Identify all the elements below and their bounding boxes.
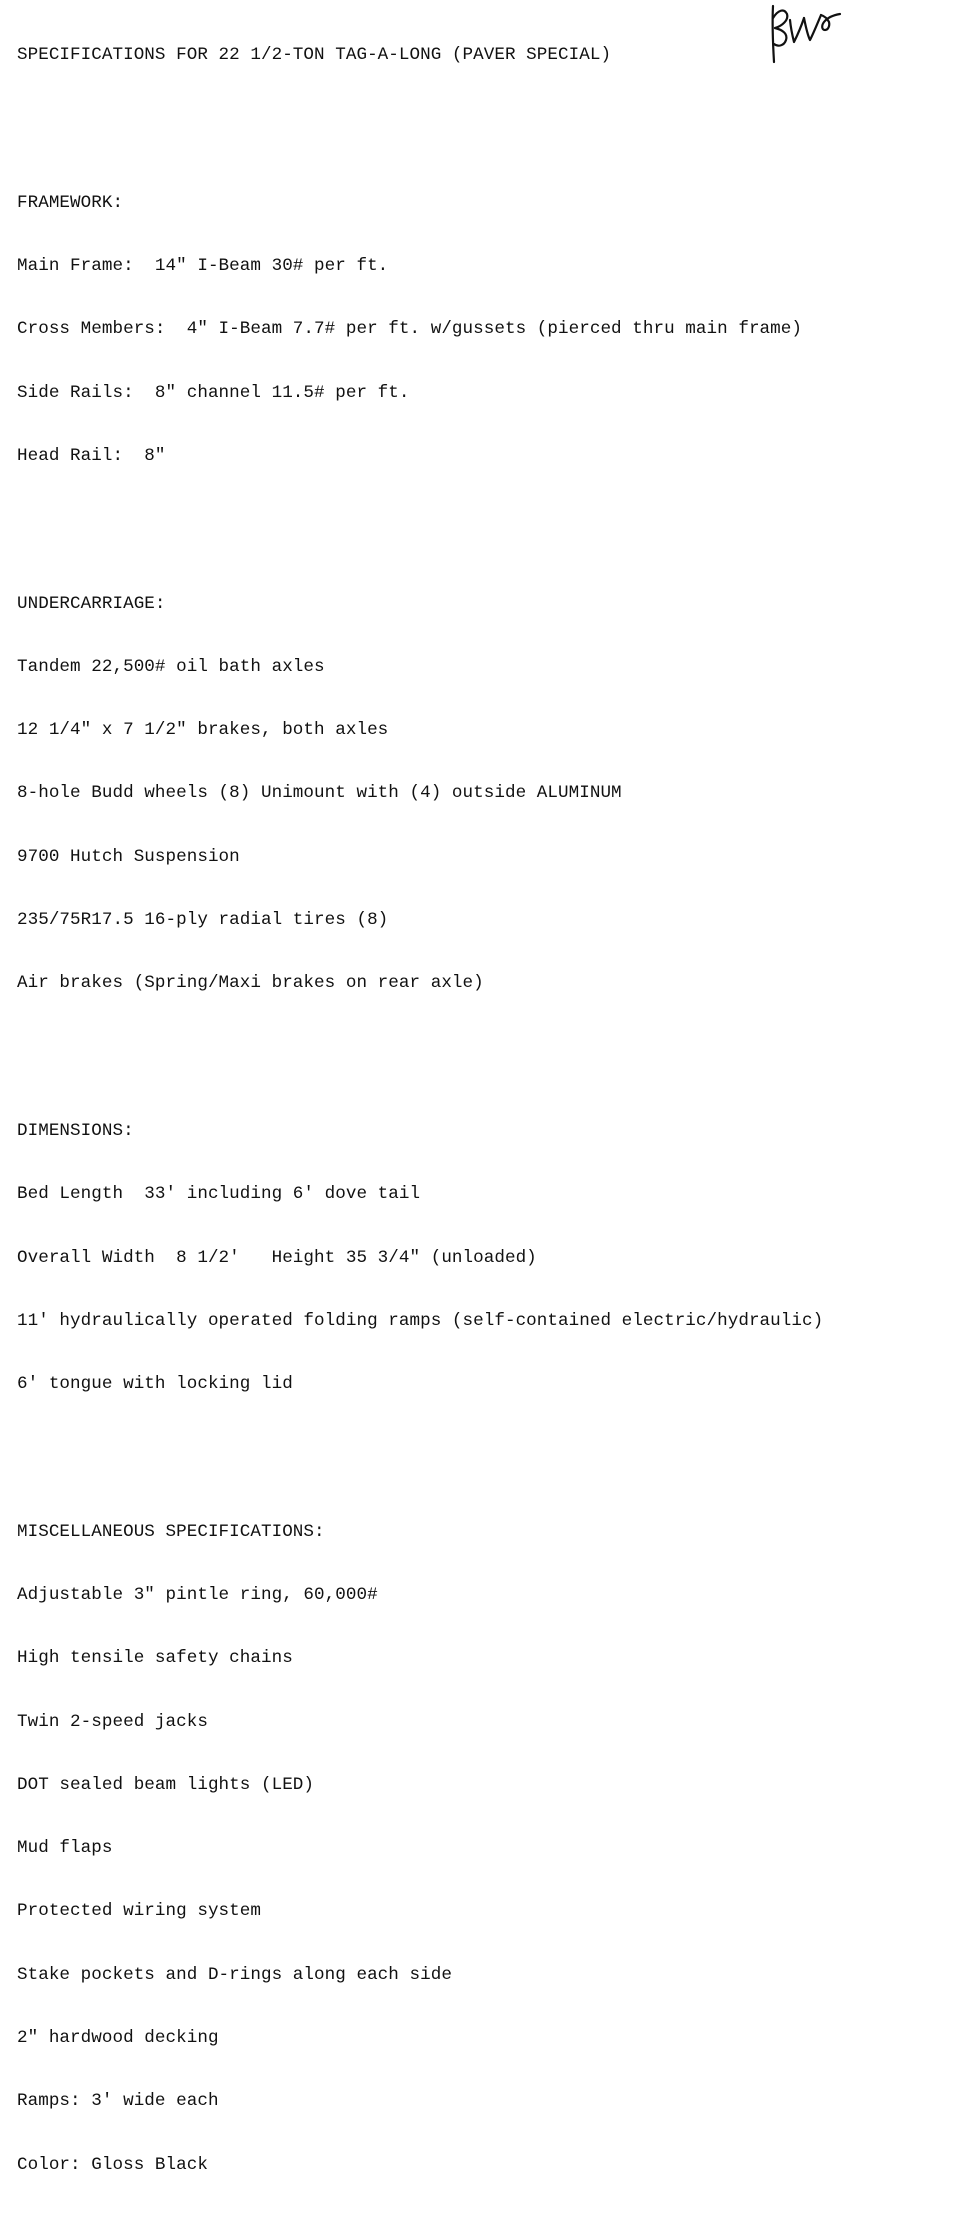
spacer xyxy=(17,1037,823,1058)
spec-line: 8-hole Budd wheels (8) Unimount with (4) outside ALUMINUM xyxy=(17,783,622,804)
handwritten-signature-icon xyxy=(764,0,854,70)
document-title: SPECIFICATIONS FOR 22 1/2-TON TAG-A-LONG (PAVER SPECIAL) xyxy=(17,45,612,66)
section-heading-framework: FRAMEWORK: xyxy=(17,192,124,213)
spacer xyxy=(17,509,823,530)
spec-line: 6' tongue with locking lid xyxy=(17,1374,293,1395)
section-heading-dimensions: DIMENSIONS: xyxy=(17,1120,134,1141)
spacer xyxy=(17,1437,823,1458)
spec-line: Adjustable 3" pintle ring, 60,000# xyxy=(17,1585,378,1606)
spec-line: Cross Members: 4" I-Beam 7.7# per ft. w/gussets (pierced thru main frame) xyxy=(17,319,802,340)
spec-line: Head Rail: 8" xyxy=(17,445,166,466)
spec-line: Ramps: 3' wide each xyxy=(17,2091,219,2112)
spec-line: 9700 Hutch Suspension xyxy=(17,846,240,867)
spec-line: Protected wiring system xyxy=(17,1901,261,1922)
spec-line: Twin 2-speed jacks xyxy=(17,1711,208,1732)
spec-line: 11' hydraulically operated folding ramps (self-contained electric/hydraulic) xyxy=(17,1310,824,1331)
spec-line: 2" hardwood decking xyxy=(17,2028,219,2048)
spec-line: DOT sealed beam lights (LED) xyxy=(17,1774,315,1795)
section-heading-miscellaneous: MISCELLANEOUS SPECIFICATIONS: xyxy=(17,1521,325,1542)
spec-line: Air brakes (Spring/Maxi brakes on rear axle) xyxy=(17,973,484,994)
spec-line: Mud flaps xyxy=(17,1838,113,1859)
spec-line: Color: Gloss Black xyxy=(17,2154,208,2175)
spec-line: Stake pockets and D-rings along each side xyxy=(17,1964,452,1985)
spec-line: Side Rails: 8" channel 11.5# per ft. xyxy=(17,382,410,403)
spec-line: 12 1/4" x 7 1/2" brakes, both axles xyxy=(17,720,389,741)
spec-line: High tensile safety chains xyxy=(17,1648,293,1669)
spec-line: Tandem 22,500# oil bath axles xyxy=(17,656,325,677)
spec-line: Bed Length 33' including 6' dove tail xyxy=(17,1184,421,1205)
spacer xyxy=(17,108,823,129)
spec-line: 235/75R17.5 16-ply radial tires (8) xyxy=(17,910,389,931)
section-heading-undercarriage: UNDERCARRIAGE: xyxy=(17,593,166,614)
spec-sheet xyxy=(17,3,823,2218)
spec-line: Main Frame: 14" I-Beam 30# per ft. xyxy=(17,256,389,277)
spec-line: Overall Width 8 1/2' Height 35 3/4" (unloaded) xyxy=(17,1247,537,1268)
